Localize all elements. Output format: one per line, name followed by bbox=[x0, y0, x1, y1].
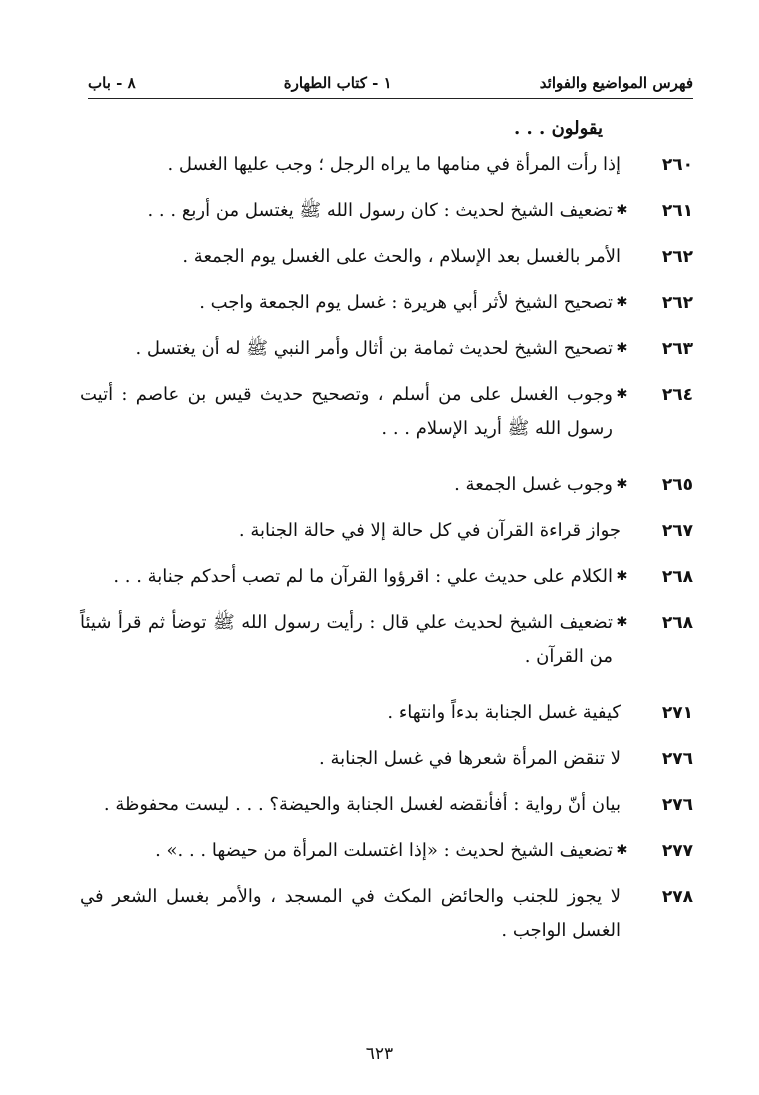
entry-text: كيفية غسل الجنابة بدءاً وانتهاء . bbox=[387, 702, 621, 723]
entry-page-number: ٢٧٦ bbox=[661, 749, 693, 769]
index-entries bbox=[80, 112, 693, 960]
asterisk-icon: ✱ bbox=[616, 615, 628, 630]
index-entry bbox=[80, 834, 693, 880]
chapter-title: ٨ - باب bbox=[88, 74, 136, 92]
entry-text: إذا رأت المرأة في منامها ما يراه الرجل ؛ وجب عليها الغسل . bbox=[167, 154, 621, 175]
entry-text: تصحيح الشيخ لأثر أبي هريرة : غسل يوم الجمعة واجب . bbox=[199, 292, 613, 313]
entry-text: تضعيف الشيخ لحديث : «إذا اغتسلت المرأة من حيضها . . .» . bbox=[155, 840, 613, 861]
entry-page-number: ٢٦٨ bbox=[661, 567, 693, 587]
asterisk-icon: ✱ bbox=[616, 203, 628, 218]
entry-text: لا تنقض المرأة شعرها في غسل الجنابة . bbox=[319, 748, 621, 769]
index-entry bbox=[80, 468, 693, 514]
index-entry bbox=[80, 514, 693, 560]
entry-page-number: ٢٧٦ bbox=[661, 795, 693, 815]
asterisk-icon: ✱ bbox=[616, 387, 628, 402]
index-entry bbox=[80, 560, 693, 606]
entry-page-number: ٢٦٨ bbox=[661, 613, 693, 633]
index-entry bbox=[80, 742, 693, 788]
entry-page-number: ٢٦٤ bbox=[661, 385, 693, 405]
entry-page-number: ٢٦١ bbox=[661, 201, 693, 221]
continuation-line: يقولون . . . bbox=[513, 118, 603, 139]
entry-page-number: ٢٧٧ bbox=[661, 841, 693, 861]
entry-text: لا يجوز للجنب والحائض المكث في المسجد ، والأمر بغسل الشعر في الغسل الواجب . bbox=[80, 886, 621, 941]
running-header bbox=[88, 70, 693, 96]
index-entry bbox=[80, 788, 693, 834]
entry-page-number: ٢٦٣ bbox=[661, 339, 693, 359]
entry-text: تضعيف الشيخ لحديث علي قال : رأيت رسول الله ﷺ توضأ ثم قرأ شيئاً من القرآن . bbox=[80, 612, 613, 667]
entry-text: الكلام على حديث علي : اقرؤوا القرآن ما لم تصب أحدكم جنابة . . . bbox=[113, 566, 613, 587]
entry-text: تضعيف الشيخ لحديث : كان رسول الله ﷺ يغتسل من أربع . . . bbox=[147, 200, 613, 221]
index-entry bbox=[80, 332, 693, 378]
entry-text: الأمر بالغسل بعد الإسلام ، والحث على الغسل يوم الجمعة . bbox=[182, 246, 621, 267]
entry-page-number: ٢٧٨ bbox=[661, 887, 693, 907]
entry-text: وجوب الغسل على من أسلم ، وتصحيح حديث قيس بن عاصم : أتيت رسول الله ﷺ أريد الإسلام . . . bbox=[80, 384, 613, 439]
entry-text: بيان أنّ رواية : أفأنقضه لغسل الجنابة والحيضة؟ . . . ليست محفوظة . bbox=[103, 794, 621, 815]
index-entry bbox=[80, 880, 693, 960]
asterisk-icon: ✱ bbox=[616, 477, 628, 492]
entry-text: وجوب غسل الجمعة . bbox=[454, 474, 613, 495]
header-rule bbox=[88, 98, 693, 99]
asterisk-icon: ✱ bbox=[616, 295, 628, 310]
entry-page-number: ٢٧١ bbox=[661, 703, 693, 723]
index-entry bbox=[80, 696, 693, 742]
entry-page-number: ٢٦٠ bbox=[661, 155, 693, 175]
entry-text: تصحيح الشيخ لحديث ثمامة بن أثال وأمر النبي ﷺ له أن يغتسل . bbox=[135, 338, 613, 359]
asterisk-icon: ✱ bbox=[616, 341, 628, 356]
entry-page-number: ٢٦٥ bbox=[661, 475, 693, 495]
index-title: فهرس المواضيع والفوائد bbox=[539, 74, 693, 92]
entry-text: جواز قراءة القرآن في كل حالة إلا في حالة الجنابة . bbox=[238, 520, 621, 541]
index-entry bbox=[80, 240, 693, 286]
index-entry bbox=[80, 194, 693, 240]
asterisk-icon: ✱ bbox=[616, 843, 628, 858]
asterisk-icon: ✱ bbox=[616, 569, 628, 584]
entry-page-number: ٢٦٢ bbox=[661, 247, 693, 267]
entry-page-number: ٢٦٢ bbox=[661, 293, 693, 313]
page-number: ٦٢٣ bbox=[365, 1044, 394, 1064]
index-entry bbox=[80, 148, 693, 194]
index-entry bbox=[80, 286, 693, 332]
index-entry bbox=[80, 606, 693, 696]
book-title: ١ - كتاب الطهارة bbox=[283, 74, 392, 92]
entry-page-number: ٢٦٧ bbox=[661, 521, 693, 541]
index-entry bbox=[80, 378, 693, 468]
